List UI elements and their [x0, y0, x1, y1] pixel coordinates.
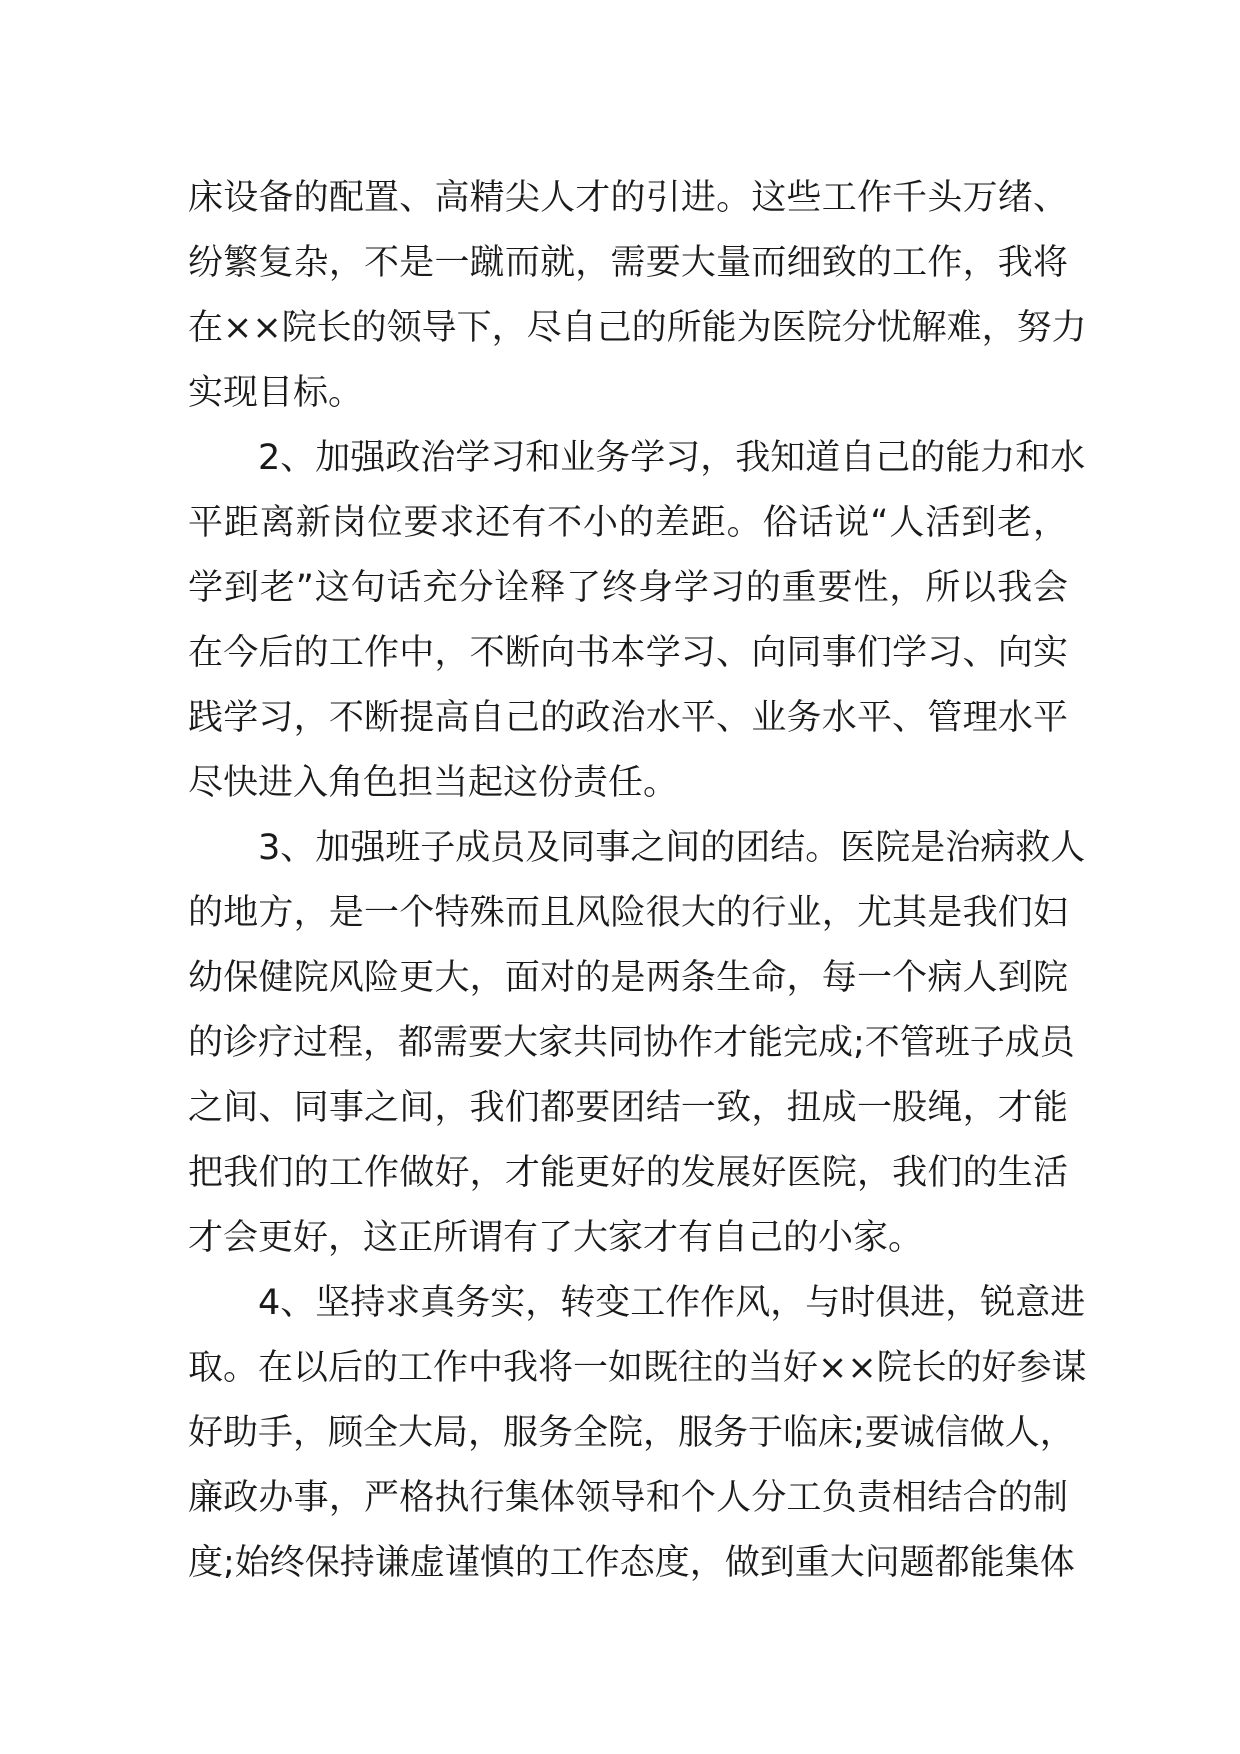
text-line: 的地方，是一个特殊而且风险很大的行业，尤其是我们妇 [188, 893, 1068, 933]
text-line: 尽快进入角色担当起这份责任。 [188, 763, 679, 803]
paragraph-4 [188, 1271, 1087, 1596]
paragraph-3 [188, 816, 1086, 1271]
paragraph-2 [188, 426, 1086, 816]
text-line: 度;始终保持谦虚谨慎的工作态度，做到重大问题都能集体 [188, 1543, 1075, 1583]
text-line: 之间、同事之间，我们都要团结一致，扭成一股绳，才能 [188, 1088, 1068, 1128]
document-body [188, 166, 1087, 1596]
text-line: 才会更好，这正所谓有了大家才有自己的小家。 [188, 1218, 924, 1258]
text-line: 平距离新岗位要求还有不小的差距。俗话说“人活到老， [188, 503, 1068, 543]
text-line: 实现目标。 [188, 373, 364, 413]
paragraph-1 [188, 166, 1087, 426]
text-line: 幼保健院风险更大，面对的是两条生命，每一个病人到院 [188, 958, 1068, 998]
text-line: 把我们的工作做好，才能更好的发展好医院，我们的生活 [188, 1153, 1068, 1193]
text-line: 践学习，不断提高自己的政治水平、业务水平、管理水平 [188, 698, 1068, 738]
text-line: 3、加强班子成员及同事之间的团结。医院是治病救人 [258, 828, 1086, 868]
text-line: 取。在以后的工作中我将一如既往的当好××院长的好参谋 [188, 1348, 1087, 1388]
text-line: 纷繁复杂，不是一蹴而就，需要大量而细致的工作，我将 [188, 243, 1068, 283]
text-line: 学到老”这句话充分诠释了终身学习的重要性，所以我会 [188, 568, 1068, 608]
text-line: 好助手，顾全大局，服务全院，服务于临床;要诚信做人， [188, 1413, 1075, 1453]
text-line: 在××院长的领导下，尽自己的所能为医院分忧解难，努力 [188, 308, 1087, 348]
text-line: 在今后的工作中，不断向书本学习、向同事们学习、向实 [188, 633, 1068, 673]
text-line: 4、坚持求真务实，转变工作作风，与时俱进，锐意进 [258, 1283, 1086, 1323]
text-line: 2、加强政治学习和业务学习，我知道自己的能力和水 [258, 438, 1086, 478]
text-line: 廉政办事，严格执行集体领导和个人分工负责相结合的制 [188, 1478, 1068, 1518]
text-line: 的诊疗过程，都需要大家共同协作才能完成;不管班子成员 [188, 1023, 1075, 1063]
text-line: 床设备的配置、高精尖人才的引进。这些工作千头万绪、 [188, 178, 1068, 218]
